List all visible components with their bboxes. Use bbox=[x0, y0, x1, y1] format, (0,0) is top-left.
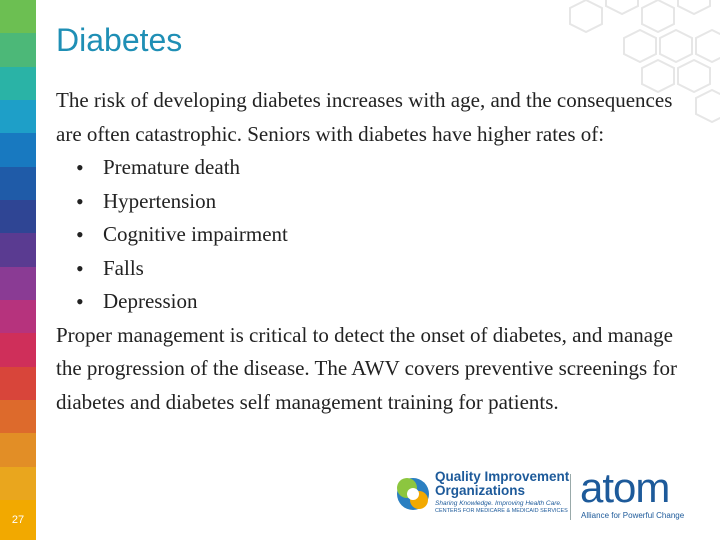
logo-divider bbox=[570, 474, 571, 520]
list-item-text: Falls bbox=[103, 255, 144, 280]
list-item-text: Depression bbox=[103, 289, 198, 313]
stripe-band bbox=[0, 333, 36, 367]
stripe-band bbox=[0, 400, 36, 434]
intro-paragraph: The risk of developing diabetes increases with age, and the consequences are often catastrophic. Seniors with diabetes have higher rates of: bbox=[56, 88, 673, 146]
stripe-band bbox=[0, 67, 36, 101]
bullet-icon: • bbox=[76, 188, 84, 214]
bullet-icon: • bbox=[76, 222, 84, 247]
list-item-text: Hypertension bbox=[103, 188, 217, 213]
bullet-icon: • bbox=[76, 255, 84, 281]
stripe-band bbox=[0, 33, 36, 67]
closing-paragraph: Proper management is critical to detect the onset of diabetes, and manage the progression of the disease. The AWV covers preventive screenings for diabetes and diabetes self management training for patients. bbox=[56, 322, 677, 414]
qio-line1: Quality Improvement bbox=[435, 469, 570, 484]
list-item-text: Cognitive impairment bbox=[103, 222, 288, 246]
list-item bbox=[56, 218, 696, 252]
atom-logo-wordmark: atom bbox=[580, 464, 670, 511]
stripe-band bbox=[0, 200, 36, 234]
stripe-band bbox=[0, 233, 36, 267]
qio-logo-icon bbox=[393, 470, 433, 520]
list-item bbox=[56, 151, 696, 185]
qio-logo-text bbox=[435, 470, 569, 514]
list-item bbox=[56, 252, 696, 286]
stripe-band bbox=[0, 267, 36, 301]
qio-tagline: Sharing Knowledge. Improving Health Care. bbox=[435, 500, 562, 507]
slide-title: Diabetes bbox=[56, 22, 183, 58]
atom-tagline: Alliance for Powerful Change bbox=[581, 511, 685, 520]
color-stripe bbox=[0, 0, 36, 540]
slide-body bbox=[56, 84, 696, 419]
stripe-band bbox=[0, 433, 36, 467]
footer-logos bbox=[393, 464, 703, 528]
list-item bbox=[56, 285, 696, 319]
bullet-icon: • bbox=[76, 289, 84, 314]
page-number: 27 bbox=[0, 500, 36, 540]
stripe-band bbox=[0, 367, 36, 401]
stripe-band bbox=[0, 467, 36, 501]
stripe-band bbox=[0, 0, 36, 34]
stripe-band bbox=[0, 100, 36, 134]
stripe-band bbox=[0, 300, 36, 334]
risk-list bbox=[56, 151, 696, 319]
qio-sub: CENTERS FOR MEDICARE & MEDICAID SERVICES bbox=[435, 508, 568, 514]
qio-line2: Organizations bbox=[435, 483, 526, 498]
list-item bbox=[56, 185, 696, 219]
list-item-text: Premature death bbox=[103, 155, 241, 179]
stripe-band bbox=[0, 133, 36, 167]
stripe-band bbox=[0, 167, 36, 201]
bullet-icon: • bbox=[76, 155, 84, 180]
